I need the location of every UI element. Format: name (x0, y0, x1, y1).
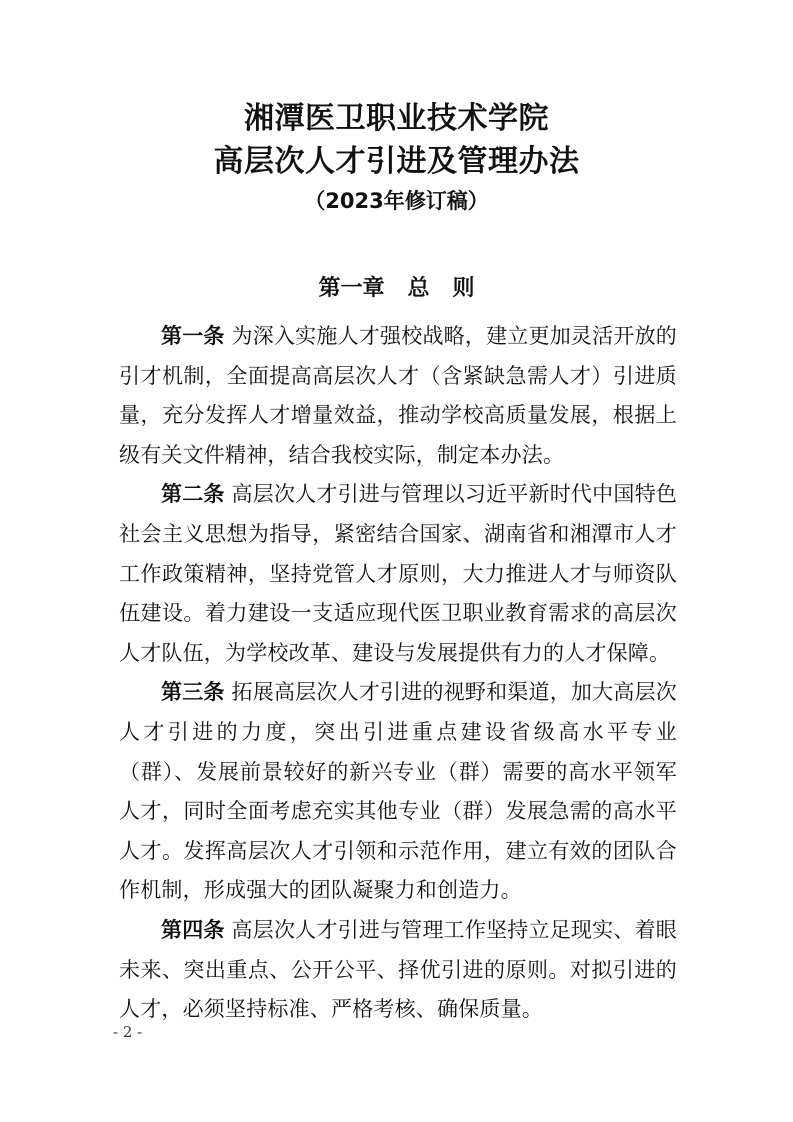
document-subtitle: （2023年修订稿） (304, 189, 489, 213)
article-2 (119, 475, 677, 673)
article-text: 高层次人才引进与管理以习近平新时代中国特色社会主义思想为指导，紧密结合国家、湖南省和湘潭市人才工作政策精神，坚持党管人才原则，大力推进人才与师资队伍建设。着力建设一支适应现代医卫职业教育需求的高层次人才队伍，为学校改革、建设与发展提供有力的人才保障。 (119, 482, 677, 665)
article-label: 第四条 (161, 917, 225, 942)
article-label: 第一条 (161, 324, 225, 348)
article-1 (119, 317, 677, 475)
document-title-line-2: 高层次人才引进及管理办法 (213, 144, 580, 179)
chapter-heading: 第一章 总 则 (318, 276, 475, 301)
page-number: - 2 - (113, 1023, 143, 1041)
article-3 (119, 673, 677, 911)
article-label: 第二条 (161, 482, 225, 507)
document-body (119, 317, 677, 1030)
article-label: 第三条 (161, 680, 225, 705)
article-text: 为深入实施人才强校战略，建立更加灵活开放的引才机制，全面提高高层次人才（含紧缺急需人才）引进质量，充分发挥人才增量效益，推动学校高质量发展，根据上级有关文件精神，结合我校实际，制定本办法。 (119, 324, 677, 467)
document-title-line-1: 湘潭医卫职业技术学院 (244, 101, 549, 136)
article-text: 拓展高层次人才引进的视野和渠道，加大高层次人才引进的力度，突出引进重点建设省级高水平专业（群）、发展前景较好的新兴专业（群）需要的高水平领军人才，同时全面考虑充实其他专业（群）发展急需的高水平人才。发挥高层次人才引领和示范作用，建立有效的团队合作机制，形成强大的团队凝聚力和创造力。 (119, 680, 677, 903)
article-text: 高层次人才引进与管理工作坚持立足现实、着眼未来、突出重点、公开公平、择优引进的原则。对拟引进的人才，必须坚持标准、严格考核、确保质量。 (119, 917, 677, 1022)
article-4 (119, 911, 677, 1030)
